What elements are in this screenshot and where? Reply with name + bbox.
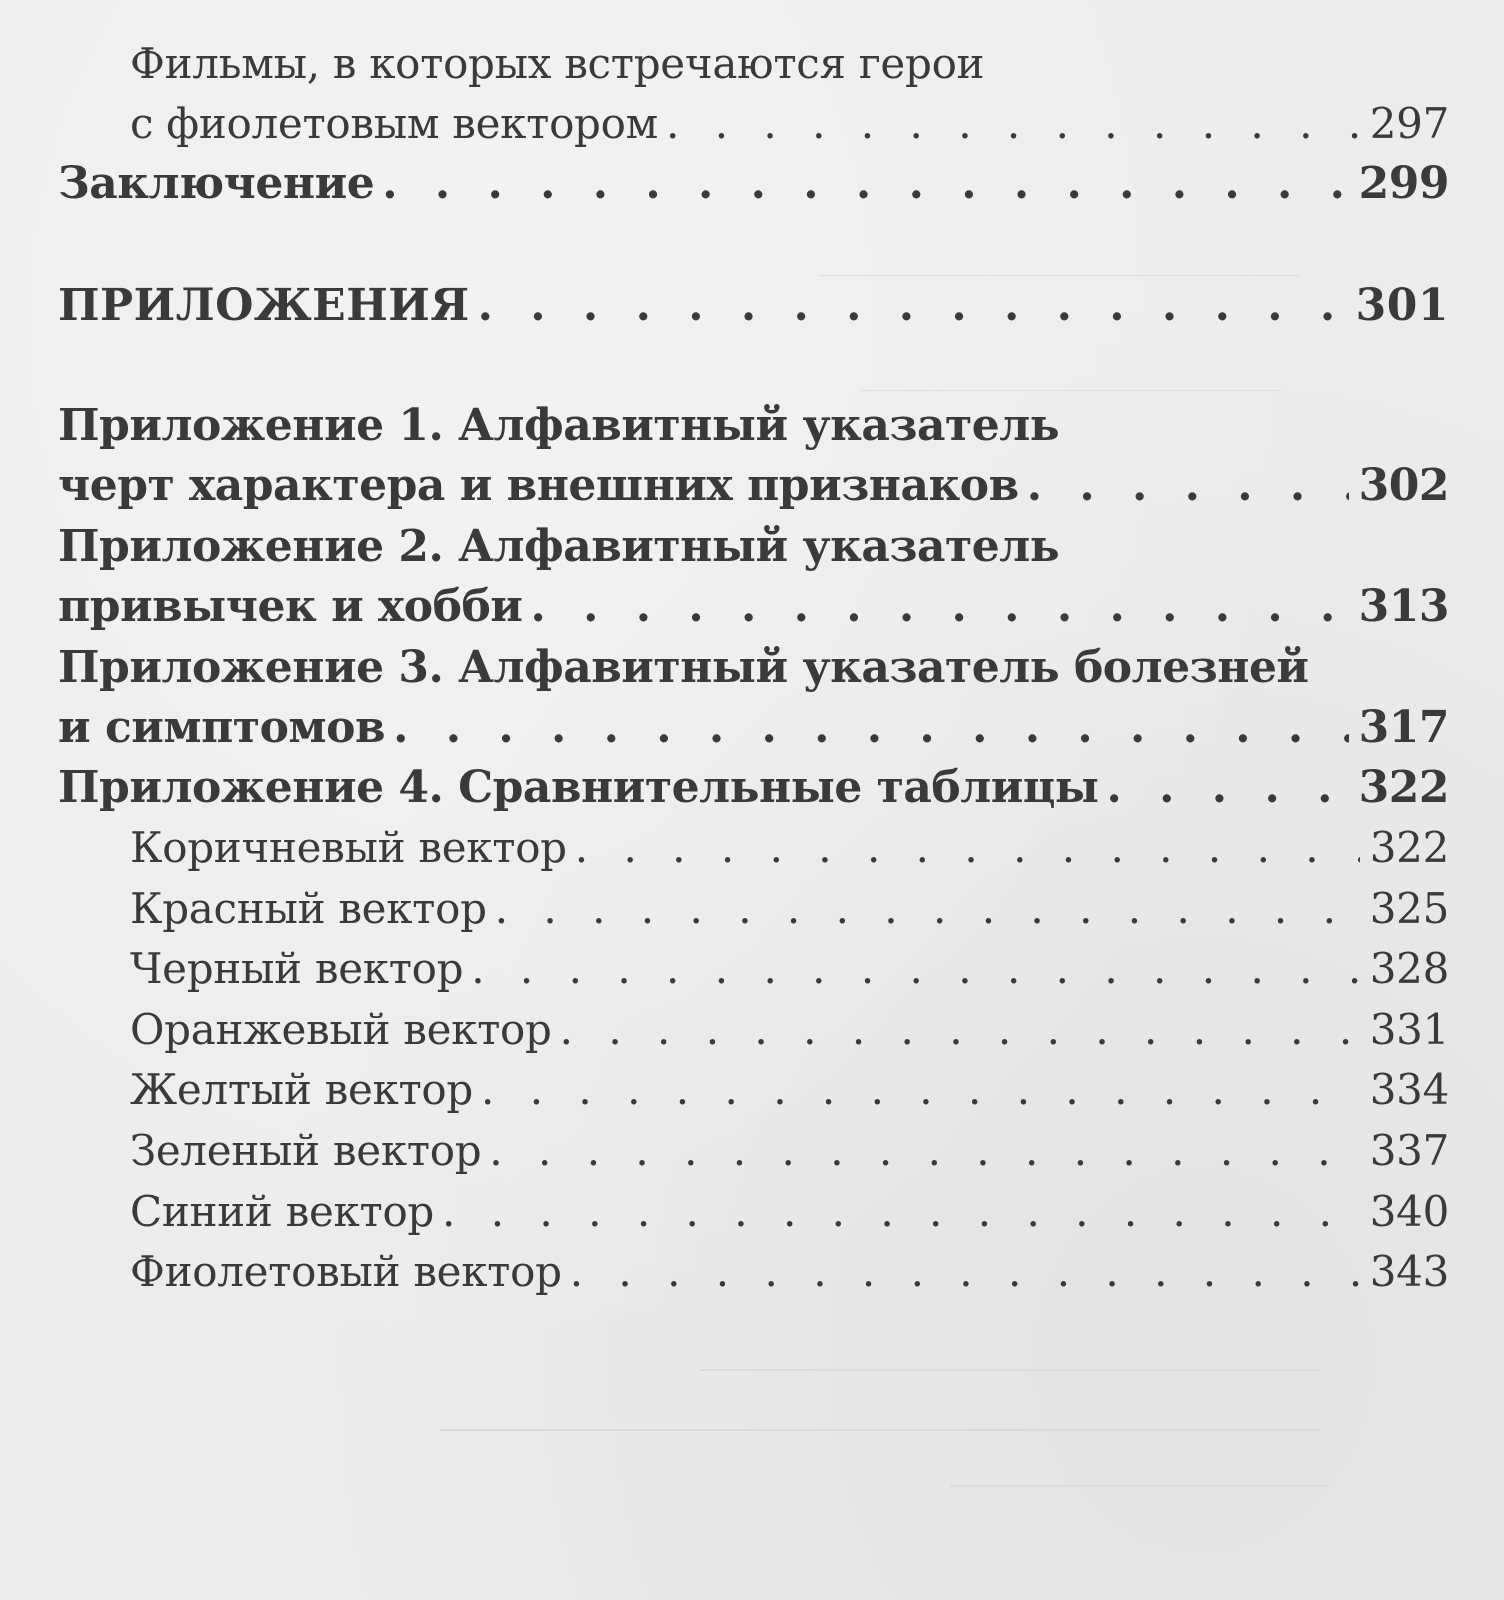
toc-entry-title: Заключение [58,158,375,209]
leader-dots [471,941,1360,997]
toc-entry[interactable] [130,941,1449,997]
show-through-text [440,1395,1320,1431]
leader-dots [382,156,1348,212]
toc-entry-title: ПРИЛОЖЕНИЯ [58,280,470,331]
toc-page-number: 322 [1369,823,1449,872]
toc-page-number: 340 [1369,1187,1449,1236]
leader-dots [393,700,1349,756]
toc-entry-title: черт характера и внешних признаков [58,460,1019,511]
toc-entry[interactable] [130,1062,1449,1118]
toc-entry[interactable] [58,458,1449,514]
toc-entry[interactable] [130,1244,1449,1300]
toc-entry-title: Зеленый вектор [130,1126,482,1175]
show-through-text [820,225,1300,276]
toc-entry-title: Оранжевый вектор [130,1005,552,1054]
leader-dots [570,1244,1360,1300]
toc-entry[interactable] [130,96,1449,152]
toc-page-number: 334 [1369,1065,1449,1114]
toc-page-number: 331 [1369,1005,1449,1054]
toc-page-number: 297 [1369,99,1449,148]
toc-page-number: 328 [1369,944,1449,993]
show-through-text [860,350,1280,391]
leader-dots [489,1123,1359,1179]
leader-dots [575,820,1360,876]
toc-entry-title-line1: Приложение 2. Алфавитный указатель [58,521,1060,572]
toc-entry-title-line1: Фильмы, в которых встречаются герои [130,39,985,88]
leader-dots [481,1062,1360,1118]
toc-entry[interactable] [58,156,1449,212]
leader-dots [478,278,1346,334]
toc-page-number: 317 [1358,702,1449,753]
toc-page-number: 299 [1358,158,1449,209]
toc-entry-title: Приложение 4. Сравнительные таблицы [58,762,1099,813]
toc-entry-title: Желтый вектор [130,1065,473,1114]
toc-entry-title: и симптомов [58,702,386,753]
toc-entry-title: Фиолетовый вектор [130,1247,562,1296]
toc-page-number: 325 [1369,884,1449,933]
toc-entry[interactable] [130,820,1449,876]
leader-dots [442,1184,1360,1240]
leader-dots [1027,458,1349,514]
toc-page-number: 301 [1355,280,1449,331]
toc-entry-title: с фиолетовым вектором [130,99,658,148]
toc-entry[interactable] [130,1184,1449,1240]
toc-entry-title: Коричневый вектор [130,823,567,872]
toc-entry[interactable] [58,700,1449,756]
toc-entry[interactable] [130,881,1449,937]
toc-page-number: 302 [1358,460,1449,511]
leader-dots [666,96,1360,152]
leader-dots [1107,760,1349,816]
toc-entry[interactable] [58,760,1449,816]
toc-entry-title: привычек и хобби [58,581,523,632]
toc-entry[interactable] [130,1123,1449,1179]
toc-page-number: 322 [1358,762,1449,813]
toc-entry[interactable] [58,278,1449,334]
toc-entry[interactable] [58,579,1449,635]
toc-entry[interactable] [130,1002,1449,1058]
toc-entry-title-line1: Приложение 3. Алфавитный указатель болезней [58,642,1309,693]
show-through-text [700,1335,1320,1371]
leader-dots [495,881,1360,937]
toc-entry-title: Черный вектор [130,944,464,993]
leader-dots [560,1002,1360,1058]
leader-dots [530,579,1348,635]
toc-page-number: 313 [1358,581,1449,632]
toc-entry-title: Красный вектор [130,884,487,933]
show-through-text [950,1455,1330,1487]
toc-entry-title-line1: Приложение 1. Алфавитный указатель [58,400,1060,451]
toc-entry-title: Синий вектор [130,1187,435,1236]
toc-page-number: 343 [1369,1247,1449,1296]
toc-page-number: 337 [1369,1126,1449,1175]
